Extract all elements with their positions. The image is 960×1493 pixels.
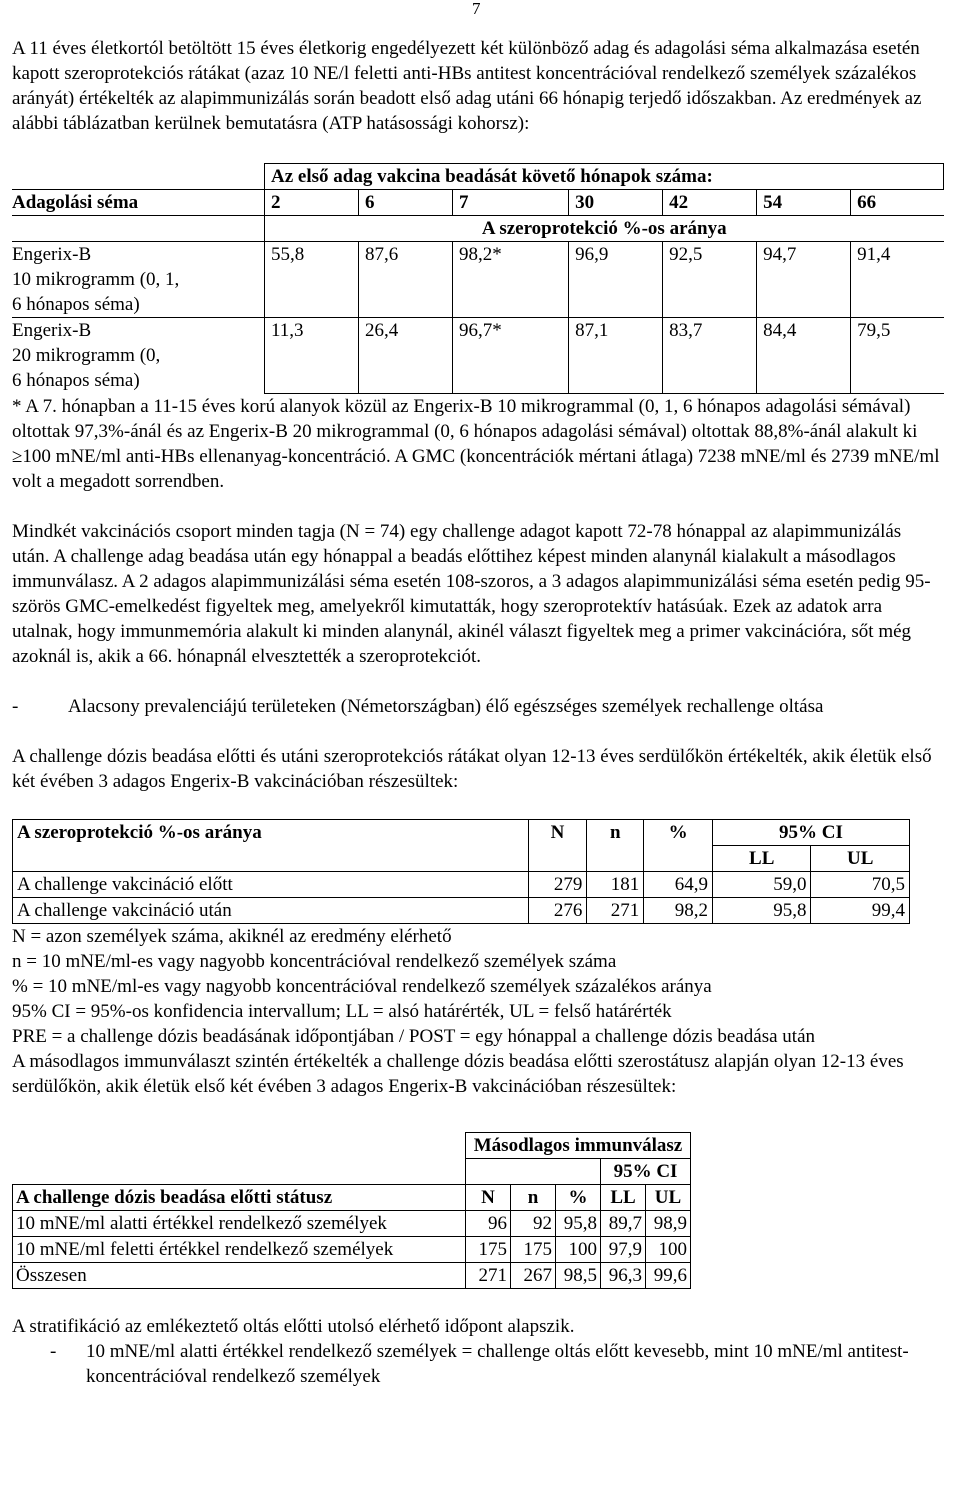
value-cell: 96 [466, 1210, 511, 1236]
table2-row-label: A challenge vakcináció után [13, 897, 529, 923]
table3-title: Másodlagos immunválasz [466, 1132, 691, 1158]
value-cell: 79,5 [851, 318, 944, 394]
value-cell: 100 [556, 1236, 601, 1262]
value-cell: 98,5 [556, 1262, 601, 1288]
secondary-response-table [12, 1132, 691, 1289]
table2-header: n [587, 819, 644, 871]
bullet-item: - 10 mNE/ml alatti értékkel rendelkező személyek = challenge oltás előtt kevesebb, mint 10 mNE/ml antitest-koncentrációval rendelkező személyek [50, 1340, 909, 1387]
month-cell: 54 [757, 190, 851, 216]
value-cell: 175 [466, 1236, 511, 1262]
value-cell: 267 [511, 1262, 556, 1288]
value-cell: 64,9 [644, 871, 713, 897]
month-cell: 7 [452, 190, 568, 216]
value-cell: 70,5 [811, 871, 910, 897]
ci-ul-header: UL [811, 845, 910, 871]
ci-ll-header: LL [712, 845, 811, 871]
value-cell: 96,3 [601, 1262, 646, 1288]
value-cell: 175 [511, 1236, 556, 1262]
table3-header: % [556, 1184, 601, 1210]
value-cell: 99,6 [646, 1262, 691, 1288]
value-cell: 98,2 [644, 897, 713, 923]
intro-paragraph: A 11 éves életkortól betöltött 15 éves életkorig engedélyezett két különböző adag és adagolási séma alkalmazása esetén kapott szeroprotekciós rátákat (azaz 10 NE/l feletti anti-HBs antitest koncentrációval rendelkező személyek százalékos arányát) értékelték az alapimmunizálás során beadott első adag utáni 66 hónapig terjedő időszakban. Az eredmények az alábbi táblázatban kerülnek bemutatásra (ATP hatásossági kohorsz): [12, 38, 922, 134]
value-cell: 99,4 [811, 897, 910, 923]
schedule-row-label: Engerix-B 10 mikrogramm (0, 1, 6 hónapos séma) [12, 242, 265, 318]
document-body [12, 36, 940, 1389]
value-cell: 100 [646, 1236, 691, 1262]
table2-header: N [528, 819, 587, 871]
months-header: Az első adag vakcina beadását követő hónapok száma: [265, 164, 944, 190]
value-cell: 279 [528, 871, 587, 897]
value-cell: 92,5 [663, 242, 757, 318]
value-cell: 271 [466, 1262, 511, 1288]
month-cell: 66 [851, 190, 944, 216]
value-cell: 276 [528, 897, 587, 923]
table3-row-label: 10 mNE/ml feletti értékkel rendelkező személyek [13, 1236, 466, 1262]
month-cell: 30 [569, 190, 663, 216]
table2-header: A szeroprotekció %-os aránya [13, 819, 529, 871]
value-cell: 89,7 [601, 1210, 646, 1236]
value-cell: 95,8 [556, 1210, 601, 1236]
value-cell: 96,7* [452, 318, 568, 394]
footnote-paragraph: * A 7. hónapban a 11-15 éves korú alanyok közül az Engerix-B 10 mikrogrammal (0, 1, 6 hónapos adagolási sémával) oltottak 97,3%-ánál és az Engerix-B 20 mikrogrammal (0, 6 hónapos adagolási sémával) oltottak 88,8%-ánál alakult ki ≥100 mNE/ml anti-HBs ellenanyag-koncentráció. A GMC (koncentrációk mértani átlaga) 7238 mNE/ml és 2739 mNE/ml volt a megadott sorrendben. [12, 395, 940, 492]
challenge-seroprotection-table [12, 819, 910, 924]
value-cell: 83,7 [663, 318, 757, 394]
value-cell: 91,4 [851, 242, 944, 318]
table2-intro: A challenge dózis beadása előtti és utáni szeroprotekciós rátákat olyan 12-13 éves serdülőkön értékelték, akik életük első két évében 3 adagos Engerix-B vakcinációban részesültek: [12, 745, 932, 792]
table3-ci-header: 95% CI [601, 1158, 691, 1184]
value-cell: 98,9 [646, 1210, 691, 1236]
secondary-paragraph: A másodlagos immunválaszt szintén értékelték a challenge dózis beadása előtti szerostátusz alapján olyan 12-13 éves serdülőkön, akik életük első két évében 3 adagos Engerix-B vakcinációban részesültek: [12, 1050, 904, 1097]
value-cell: 271 [587, 897, 644, 923]
month-cell: 6 [358, 190, 452, 216]
table3-header: UL [646, 1184, 691, 1210]
month-cell: 2 [265, 190, 359, 216]
value-cell: 92 [511, 1210, 556, 1236]
value-cell: 59,0 [712, 871, 811, 897]
value-cell: 11,3 [265, 318, 359, 394]
value-cell: 98,2* [452, 242, 568, 318]
table2-row-label: A challenge vakcináció előtt [13, 871, 529, 897]
table3-header: N [466, 1184, 511, 1210]
value-cell: 94,7 [757, 242, 851, 318]
table3-header: A challenge dózis beadása előtti státusz [13, 1184, 466, 1210]
page-number: 7 [472, 0, 481, 18]
value-cell: 87,6 [358, 242, 452, 318]
value-cell: 26,4 [358, 318, 452, 394]
value-cell: 55,8 [265, 242, 359, 318]
value-cell: 87,1 [569, 318, 663, 394]
legend: N = azon személyek száma, akiknél az eredmény elérhető n = 10 mNE/ml-es vagy nagyobb koncentrációval rendelkező személyek száma % = 10 mNE/ml-es vagy nagyobb koncentrációval rendelkező személyek százalékos aránya 95% CI = 95%-os konfidencia intervallum; LL = alsó határérték, UL = felső határérték PRE = a challenge dózis beadásának időpontjában / POST = egy hónappal a challenge dózis beadása után [12, 925, 816, 1047]
schedule-row-label: Engerix-B 20 mikrogramm (0, 6 hónapos séma) [12, 318, 265, 394]
value-cell: 95,8 [712, 897, 811, 923]
value-cell: 96,9 [569, 242, 663, 318]
table2-header: 95% CI [712, 819, 909, 845]
table3-header: LL [601, 1184, 646, 1210]
challenge-paragraph: Mindkét vakcinációs csoport minden tagja (N = 74) egy challenge adagot kapott 72-78 hónappal az alapimmunizálás után. A challenge adag beadása után egy hónappal a beadás előttihez képest minden alanynál kialakult a másodlagos immunválasz. A 2 adagos alapimmunizálási séma esetén 108-szoros, a 3 adagos alapimmunizálási séma esetén pedig 95-szörös GMC-emelkedést figyeltek meg, amelyekről kimutatták, hogy szeroprotektív hatásúak. Ezek az adatok arra utalnak, hogy immunmemória alakult ki minden alanynál, akinél választ figyeltek meg a primer vakcinációra, sőt még azoknál is, akik a 66. hónapnál elvesztették a szeroprotekciót. [12, 520, 931, 667]
schedule-label: Adagolási séma [12, 190, 265, 216]
table3-row-label: 10 mNE/ml alatti értékkel rendelkező személyek [13, 1210, 466, 1236]
seroprotection-table-by-schedule [12, 163, 944, 394]
bullet-item: - Alacsony prevalenciájú területeken (Németországban) élő egészséges személyek rechallenge oltása [12, 695, 824, 717]
table2-header: % [644, 819, 713, 871]
value-cell: 97,9 [601, 1236, 646, 1262]
value-cell: 84,4 [757, 318, 851, 394]
value-cell: 181 [587, 871, 644, 897]
stratification-text: A stratifikáció az emlékeztető oltás előtti utolsó elérhető időpont alapszik. [12, 1315, 575, 1337]
month-cell: 42 [663, 190, 757, 216]
table3-row-label: Összesen [13, 1262, 466, 1288]
table3-header: n [511, 1184, 556, 1210]
seroprotection-subheader: A szeroprotekció %-os aránya [265, 216, 944, 242]
